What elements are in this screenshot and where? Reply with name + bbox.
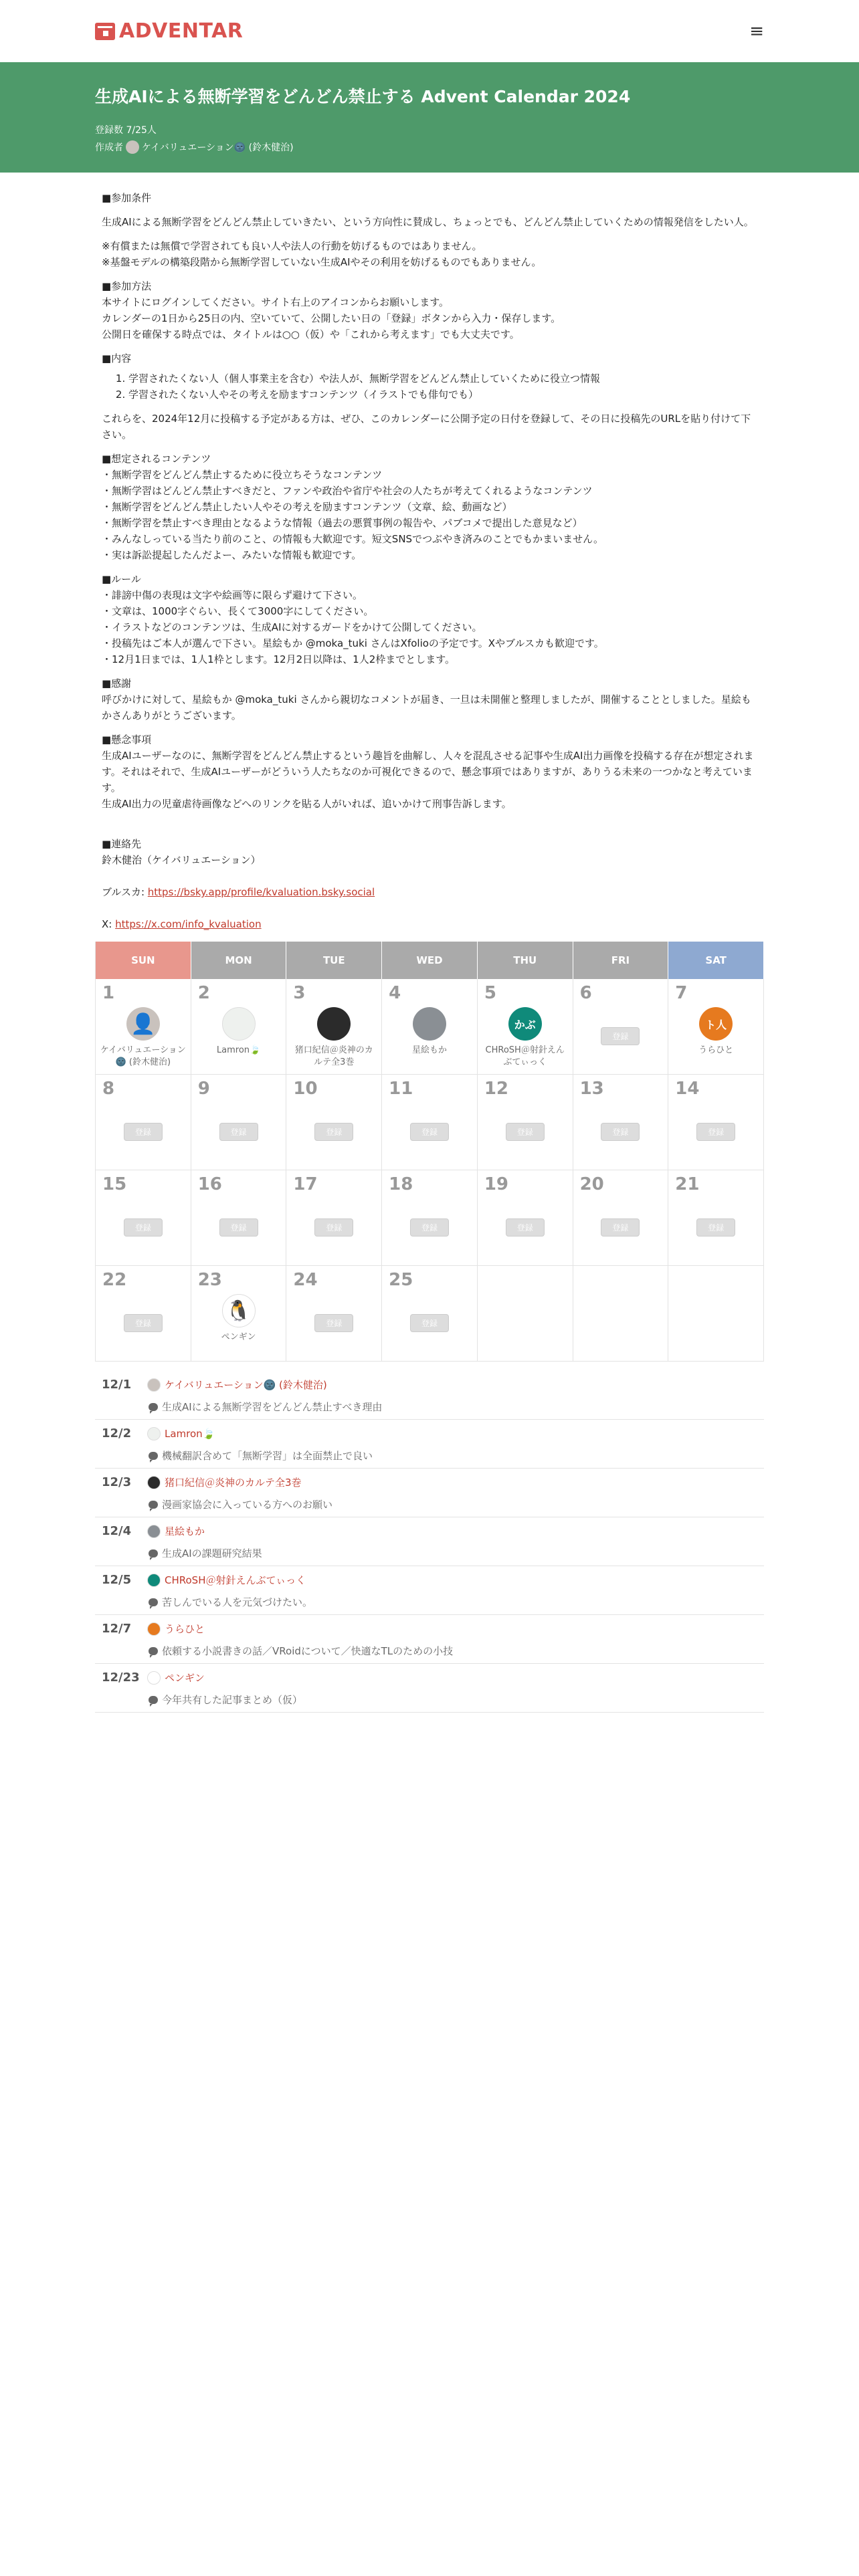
day-cell xyxy=(191,1266,287,1362)
entry-item xyxy=(95,1371,764,1420)
weekday-sun: SUN xyxy=(96,942,191,979)
hamburger-menu-icon[interactable]: ≡ xyxy=(749,21,764,41)
entry-author-link[interactable]: 星絵もか xyxy=(165,1525,205,1537)
day-entry[interactable] xyxy=(382,1007,477,1057)
day-entry[interactable] xyxy=(668,1007,763,1057)
entry-title[interactable] xyxy=(149,1595,764,1609)
entry-author-link[interactable]: ペンギン xyxy=(165,1672,205,1684)
entry-item xyxy=(95,1517,764,1566)
description-list-item: 1. 学習されたくない人（個人事業主を含む）や法人が、無断学習をどんどん禁止していくために役立つ情報 xyxy=(128,370,757,387)
entry-title-text[interactable]: 漫画家協会に入っている方へのお願い xyxy=(162,1499,333,1511)
entry-author-link[interactable]: Lamron🍃 xyxy=(165,1427,215,1440)
day-cell xyxy=(191,1170,287,1266)
weekday-header xyxy=(96,942,764,979)
day-number: 25 xyxy=(389,1270,413,1290)
day-number: 10 xyxy=(293,1079,318,1099)
day-number: 6 xyxy=(579,983,592,1003)
entry-author[interactable] xyxy=(147,1573,306,1587)
description-paragraph: ■感謝 呼びかけに対して、星絵もか @moka_tuki さんから親切なコメントが届き、一旦は未開催と整理しましたが、開催することとしました。星絵もかさんありがとうございます。 xyxy=(102,677,751,722)
user-avatar[interactable]: ト人 xyxy=(699,1007,733,1041)
entry-list xyxy=(95,1371,764,1713)
entry-title-text[interactable]: 苦しんでいる人を元気づけたい。 xyxy=(162,1596,313,1608)
register-button[interactable]: 登録 xyxy=(601,1123,640,1141)
comment-icon xyxy=(149,1549,158,1558)
author-name[interactable]: ケイバリュエーション🌚 (鈴木健治) xyxy=(142,142,294,153)
description-heading-content: ■内容 xyxy=(102,352,132,364)
register-button[interactable]: 登録 xyxy=(219,1218,258,1237)
day-number: 11 xyxy=(389,1079,413,1099)
register-button[interactable]: 登録 xyxy=(506,1218,545,1237)
register-button[interactable]: 登録 xyxy=(696,1123,735,1141)
entry-author-avatar[interactable] xyxy=(147,1671,161,1685)
entry-author[interactable] xyxy=(147,1524,205,1538)
entry-author[interactable] xyxy=(147,1622,205,1636)
user-name[interactable]: 猪口紀信＠炎神のカルテ全3巻 xyxy=(294,1045,373,1067)
user-avatar[interactable] xyxy=(222,1007,256,1041)
author-label: 作成者 xyxy=(95,142,123,153)
entry-author[interactable] xyxy=(147,1378,327,1392)
entry-title[interactable] xyxy=(149,1497,764,1511)
entry-author-avatar[interactable] xyxy=(147,1622,161,1636)
day-cell xyxy=(96,1075,191,1170)
entry-author-avatar[interactable] xyxy=(147,1427,161,1440)
entry-author[interactable] xyxy=(147,1475,302,1489)
day-cell xyxy=(573,1075,669,1170)
day-cell xyxy=(668,979,764,1075)
logo-text: ADVENTAR xyxy=(119,19,244,43)
comment-icon xyxy=(149,1403,158,1411)
day-number: 18 xyxy=(389,1174,413,1194)
register-button[interactable]: 登録 xyxy=(410,1314,449,1332)
weekday-sat: SAT xyxy=(668,942,764,979)
comment-icon xyxy=(149,1452,158,1460)
entry-header xyxy=(95,1426,764,1440)
description-list xyxy=(128,370,757,403)
entry-date: 12/23 xyxy=(102,1671,140,1685)
day-cell xyxy=(191,1075,287,1170)
register-button[interactable]: 登録 xyxy=(124,1123,163,1141)
register-button[interactable]: 登録 xyxy=(410,1123,449,1141)
entry-item xyxy=(95,1469,764,1517)
empty-day-cell xyxy=(573,1266,669,1362)
calendar-description xyxy=(0,173,859,932)
day-cell xyxy=(668,1170,764,1266)
entry-date: 12/3 xyxy=(102,1475,132,1489)
bsky-link[interactable]: https://bsky.app/profile/kvaluation.bsky.social xyxy=(147,886,375,898)
bsky-label: ブルスカ: xyxy=(102,886,148,898)
day-number: 8 xyxy=(102,1079,115,1099)
entry-item xyxy=(95,1420,764,1469)
day-entry[interactable] xyxy=(286,1007,381,1068)
day-number: 1 xyxy=(102,983,115,1003)
comment-icon xyxy=(149,1501,158,1509)
day-cell xyxy=(96,1266,191,1362)
register-button[interactable]: 登録 xyxy=(219,1123,258,1141)
entry-author-link[interactable]: うらひと xyxy=(165,1623,205,1635)
day-cell xyxy=(96,979,191,1075)
empty-day-cell xyxy=(668,1266,764,1362)
day-number: 20 xyxy=(579,1174,604,1194)
day-cell xyxy=(478,979,573,1075)
day-number: 24 xyxy=(293,1270,318,1290)
entry-title[interactable] xyxy=(149,1448,764,1463)
user-avatar[interactable]: かぶ xyxy=(508,1007,542,1041)
x-label: X: xyxy=(102,918,116,930)
entry-date: 12/2 xyxy=(102,1426,132,1440)
user-avatar[interactable]: 👤 xyxy=(126,1007,160,1041)
day-entry[interactable] xyxy=(191,1007,286,1057)
contact-text: ■連絡先 鈴木健治（ケイバリュエーション） xyxy=(102,838,261,866)
entry-title-text[interactable]: 生成AIによる無断学習をどんどん禁止すべき理由 xyxy=(162,1401,383,1413)
user-avatar[interactable] xyxy=(413,1007,446,1041)
register-button[interactable]: 登録 xyxy=(314,1123,353,1141)
comment-icon xyxy=(149,1647,158,1655)
day-cell xyxy=(286,1266,382,1362)
day-number: 16 xyxy=(197,1174,222,1194)
user-name[interactable]: CHRoSH＠射針えんぶてぃっく xyxy=(485,1045,565,1067)
register-button[interactable]: 登録 xyxy=(314,1314,353,1332)
entry-title-text[interactable]: 機械翻訳含めて「無断学習」は全面禁止で良い xyxy=(162,1450,373,1462)
entry-title[interactable] xyxy=(149,1693,764,1707)
day-number: 19 xyxy=(484,1174,509,1194)
day-cell xyxy=(573,979,669,1075)
day-cell xyxy=(382,1266,478,1362)
description-paragraph: ※有償または無償で学習されても良い人や法人の行動を妨げるものではありません。 ※基盤モデルの構築段階から無断学習していない生成AIやその利用を妨げるものでもありません。 xyxy=(102,240,542,268)
day-number: 9 xyxy=(197,1079,210,1099)
register-button[interactable]: 登録 xyxy=(601,1218,640,1237)
day-cell xyxy=(96,1170,191,1266)
author-avatar[interactable] xyxy=(126,140,139,154)
register-button[interactable]: 登録 xyxy=(601,1027,640,1045)
day-entry[interactable] xyxy=(478,1007,573,1068)
empty-day-cell xyxy=(478,1266,573,1362)
day-number: 4 xyxy=(389,983,401,1003)
user-avatar[interactable] xyxy=(317,1007,351,1041)
description-paragraph: ■懸念事項 生成AIユーザーなのに、無断学習をどんどん禁止するという趣旨を曲解し、人々を混乱させる記事や生成AI出力画像を投稿する存在が想定されます。それはそれで、生成AIユーザーがどういう人たちなのか可視化できるので、懸念事項ではありますが、ありうる未来の一つかなと考えています。 生成AI出力の児童虐待画像などへのリンクを貼る人がいれば、追いかけて刑事告訴します。 xyxy=(102,734,754,810)
comment-icon xyxy=(149,1598,158,1606)
user-name[interactable]: 星絵もか xyxy=(411,1045,447,1055)
register-button[interactable]: 登録 xyxy=(124,1314,163,1332)
day-cells xyxy=(96,979,764,1362)
entry-header xyxy=(95,1573,764,1587)
day-number: 7 xyxy=(675,983,688,1003)
day-cell xyxy=(668,1075,764,1170)
day-cell xyxy=(382,1075,478,1170)
weekday-mon: MON xyxy=(191,942,287,979)
day-number: 17 xyxy=(293,1174,318,1194)
entry-author-avatar[interactable] xyxy=(147,1378,161,1392)
comment-icon xyxy=(149,1696,158,1704)
entry-author[interactable] xyxy=(147,1427,215,1440)
day-number: 13 xyxy=(579,1079,604,1099)
entry-title-text[interactable]: 依頼する小説書きの話／VRoidについて／快適なTLのための小技 xyxy=(162,1645,454,1657)
entry-author-avatar[interactable] xyxy=(147,1525,161,1538)
entry-date: 12/5 xyxy=(102,1573,132,1587)
day-number: 5 xyxy=(484,983,496,1003)
x-link[interactable]: https://x.com/info_kvaluation xyxy=(115,918,262,930)
entry-header xyxy=(95,1671,764,1685)
entry-title-text[interactable]: 生成AIの課題研究結果 xyxy=(162,1547,262,1560)
register-button[interactable]: 登録 xyxy=(314,1218,353,1237)
description-paragraph: ■ルール ・誹謗中傷の表現は文字や絵画等に限らず避けて下さい。 ・文章は、1000字ぐらい、長くて3000字にしてください。 ・イラストなどのコンテンツは、生成AIに対するガードをかけて公開してください。 ・投稿先はご本人が選んで下さい。星絵もか @moka_tuki さんはXfolioの予定です。Xやブルスカも歓迎です。 ・12月1日までは、1人1枠とします。12月2日以降は、1人2枠までとします。 xyxy=(102,573,604,665)
entry-title[interactable] xyxy=(149,1644,764,1658)
weekday-thu: THU xyxy=(478,942,573,979)
entry-header xyxy=(95,1475,764,1489)
day-cell xyxy=(286,1170,382,1266)
user-avatar[interactable]: 🐧 xyxy=(222,1294,256,1327)
day-cell xyxy=(382,979,478,1075)
day-cell xyxy=(286,979,382,1075)
entry-item xyxy=(95,1664,764,1713)
day-cell xyxy=(191,979,287,1075)
day-entry[interactable] xyxy=(96,1007,191,1068)
entry-title-text[interactable]: 今年共有した記事まとめ（仮） xyxy=(162,1694,303,1706)
day-number: 2 xyxy=(197,983,210,1003)
day-cell xyxy=(478,1075,573,1170)
entry-author[interactable] xyxy=(147,1671,205,1685)
description-heading-conditions: ■参加条件 xyxy=(102,192,152,204)
user-name[interactable]: ペンギン xyxy=(221,1332,256,1342)
entry-title[interactable] xyxy=(149,1400,764,1414)
entry-author-avatar[interactable] xyxy=(147,1574,161,1587)
entry-header xyxy=(95,1378,764,1392)
weekday-tue: TUE xyxy=(286,942,382,979)
entry-item xyxy=(95,1615,764,1664)
entry-author-link[interactable]: 猪口紀信＠炎神のカルテ全3巻 xyxy=(165,1477,302,1489)
register-button[interactable]: 登録 xyxy=(410,1218,449,1237)
day-cell xyxy=(382,1170,478,1266)
calendar-hero xyxy=(0,62,859,173)
entry-date: 12/4 xyxy=(102,1524,132,1538)
description-paragraph: ■参加方法 本サイトにログインしてください。サイト右上のアイコンからお願いします。 カレンダーの1日から25日の内、空いていて、公開したい日の「登録」ボタンから入力・保存します。 公開日を確保する時点では、タイトルは○○（仮）や「これから考えます」でも大丈夫です。 xyxy=(102,280,561,340)
day-cell xyxy=(573,1170,669,1266)
calendar-grid xyxy=(95,942,764,1362)
entry-header xyxy=(95,1622,764,1636)
day-cell xyxy=(286,1075,382,1170)
day-number: 14 xyxy=(675,1079,700,1099)
entry-author-avatar[interactable] xyxy=(147,1476,161,1489)
description-paragraph: 生成AIによる無断学習をどんどん禁止していきたい、という方向性に賛成し、ちょっとでも、どんどん禁止していくための情報発信をしたい人。 xyxy=(102,216,754,228)
register-button[interactable]: 登録 xyxy=(124,1218,163,1237)
entry-author-link[interactable]: ケイバリュエーション🌚 (鈴木健治) xyxy=(165,1379,327,1391)
description-contact xyxy=(102,820,757,932)
adventar-logo[interactable] xyxy=(95,19,243,43)
day-number: 21 xyxy=(675,1174,700,1194)
day-entry[interactable] xyxy=(191,1294,286,1344)
day-number: 22 xyxy=(102,1270,127,1290)
entry-author-link[interactable]: CHRoSH＠射針えんぶてぃっく xyxy=(165,1574,306,1586)
register-button[interactable]: 登録 xyxy=(696,1218,735,1237)
calendar-logo-icon xyxy=(95,23,115,40)
day-number: 12 xyxy=(484,1079,509,1099)
day-cell xyxy=(478,1170,573,1266)
entry-item xyxy=(95,1566,764,1615)
weekday-wed: WED xyxy=(382,942,478,979)
user-name[interactable]: うらひと xyxy=(698,1045,734,1055)
calendar-title: 生成AIによる無断学習をどんどん禁止する Advent Calendar 2024 xyxy=(95,87,631,106)
entry-header xyxy=(95,1524,764,1538)
register-button[interactable]: 登録 xyxy=(506,1123,545,1141)
day-number: 23 xyxy=(197,1270,222,1290)
entry-date: 12/7 xyxy=(102,1622,132,1636)
description-paragraph: ■想定されるコンテンツ ・無断学習をどんどん禁止するために役立ちそうなコンテンツ ・無断学習はどんどん禁止すべきだと、ファンや政治や省庁や社会の人たちが考えてくれるようなコンテンツ ・無断学習をどんどん禁止したい人やその考えを励ますコンテンツ（文章、絵、動画など） ・無断学習を禁止すべき理由となるような情報（過去の悪質事例の報告や、パブコメで提出した意見など） ・みんなしっている当たり前のこと、の情報も大歓迎です。短文SNSでつぶやき済みのことでもかまいません。 ・実は訴訟提起したんだよー、みたいな情報も歓迎です。 xyxy=(102,453,603,561)
calendar-author xyxy=(95,140,764,154)
user-name[interactable]: ケイバリュエーション🌚 (鈴木健治) xyxy=(100,1045,186,1067)
description-list-item: 2. 学習されたくない人やその考えを励ますコンテンツ（イラストでも俳句でも） xyxy=(128,387,757,403)
description-paragraph: これらを、2024年12月に投稿する予定がある方は、ぜひ、このカレンダーに公開予定の日付を登録して、その日に投稿先のURLを貼り付けて下さい。 xyxy=(102,413,751,441)
day-number: 3 xyxy=(293,983,306,1003)
entry-count: 登録数 7/25人 xyxy=(95,124,157,136)
user-name[interactable]: Lamron🍃 xyxy=(216,1045,261,1055)
weekday-fri: FRI xyxy=(573,942,669,979)
entry-title[interactable] xyxy=(149,1546,764,1560)
day-number: 15 xyxy=(102,1174,127,1194)
site-header xyxy=(0,0,859,62)
entry-date: 12/1 xyxy=(102,1378,132,1392)
